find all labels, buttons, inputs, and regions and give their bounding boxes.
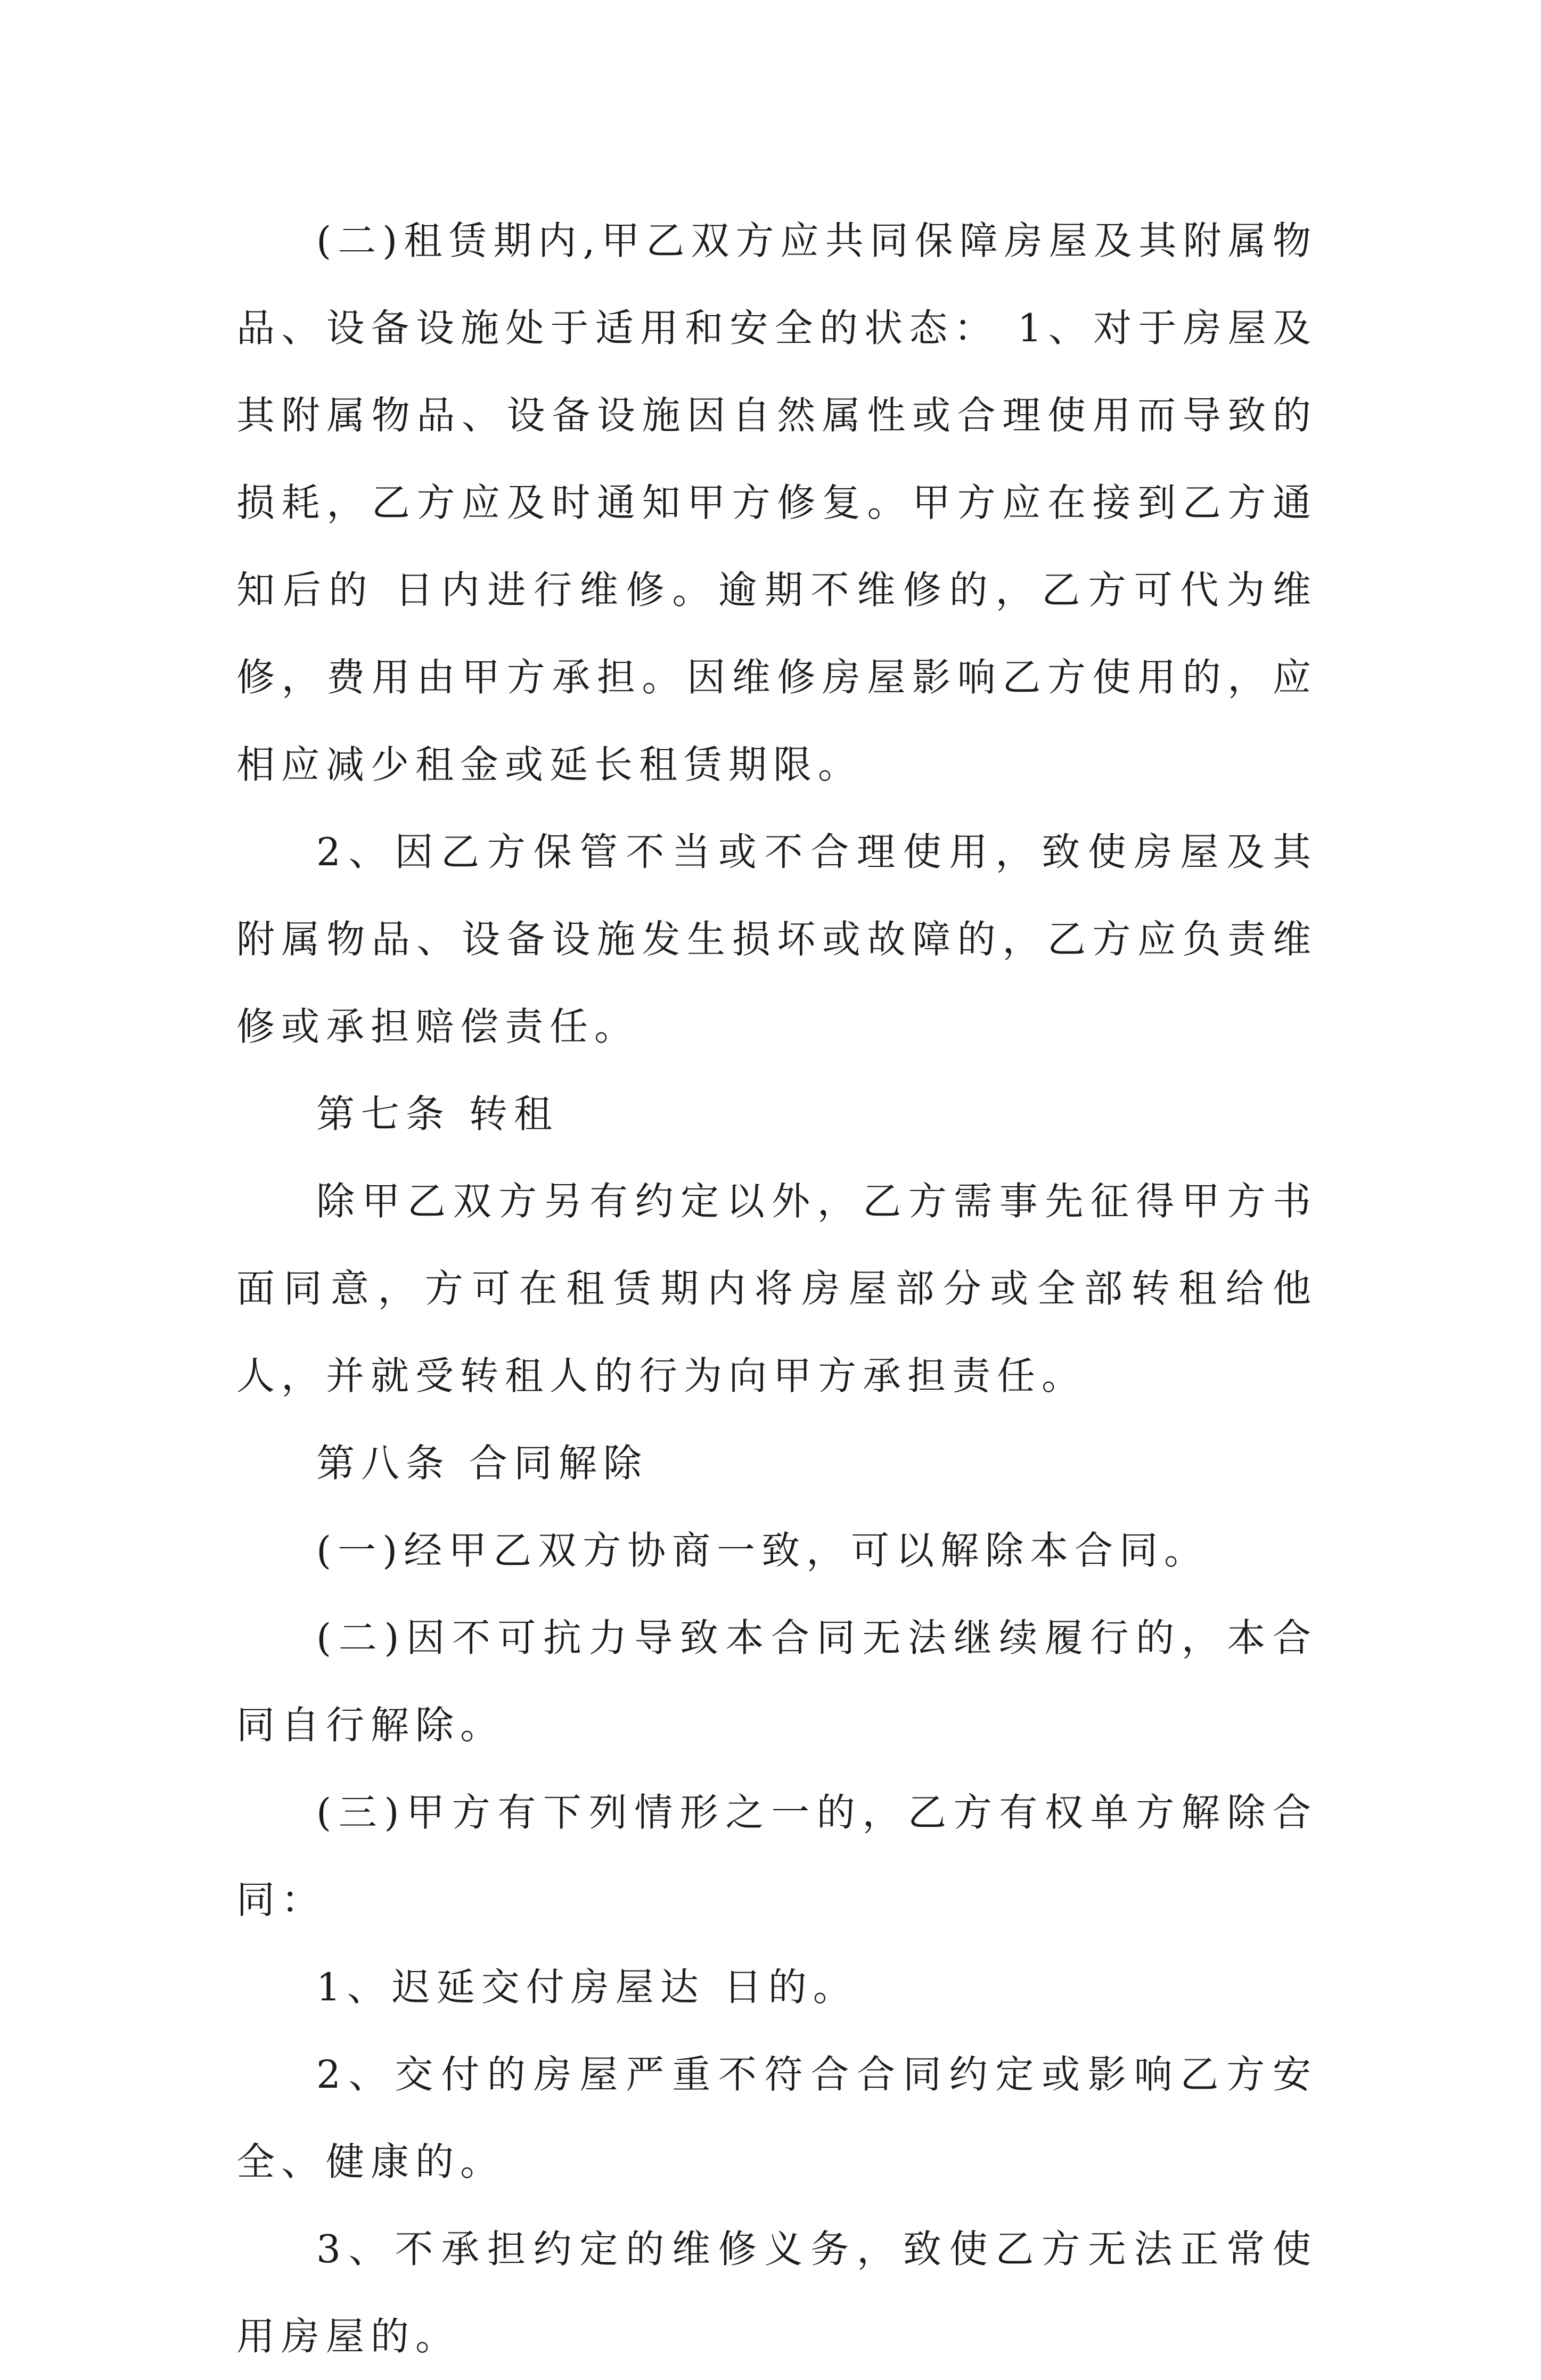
paragraph-termination-2: (二)因不可抗力导致本合同无法继续履行的，本合同自行解除。 xyxy=(236,1615,1317,1747)
article-7-heading: 第七条 转租 xyxy=(316,1091,559,1136)
article-8-heading: 第八条 合同解除 xyxy=(316,1441,648,1486)
list-item-nonconforming: 2、交付的房屋严重不符合合同约定或影响乙方安全、健康的。 xyxy=(236,2052,1317,2184)
list-item-delay: 1、迟延交付房屋达 日的。 xyxy=(316,1965,858,2009)
list-item-no-repair: 3、不承担约定的维修义务，致使乙方无法正常使用房屋的。 xyxy=(236,2227,1317,2359)
paragraph-sublease: 除甲乙双方另有约定以外，乙方需事先征得甲方书面同意，方可在租赁期内将房屋部分或全部转租给他人，并就受转租人的行为向甲方承担责任。 xyxy=(236,1179,1317,1398)
paragraph-termination-1: (一)经甲乙双方协商一致，可以解除本合同。 xyxy=(316,1528,1209,1573)
paragraph-tenant-damage: 2、因乙方保管不当或不合理使用，致使房屋及其附属物品、设备设施发生损坏或故障的，乙方应负责维修或承担赔偿责任。 xyxy=(236,830,1317,1049)
paragraph-termination-3: (三)甲方有下列情形之一的，乙方有权单方解除合同： xyxy=(236,1790,1317,1922)
paragraph-maintenance-clause: (二)租赁期内,甲乙双方应共同保障房屋及其附属物品、设备设施处于适用和安全的状态： 1、对于房屋及其附属物品、设备设施因自然属性或合理使用而导致的损耗，乙方应及时通知甲方修复。甲方应在接到乙方通知后的 日内进行维修。逾期不维修的，乙方可代为维修，费用由甲方承担。因维修房屋影响乙方使用的，应相应减少租金或延长租赁期限。 xyxy=(236,218,1317,787)
document-body xyxy=(236,197,1317,2380)
